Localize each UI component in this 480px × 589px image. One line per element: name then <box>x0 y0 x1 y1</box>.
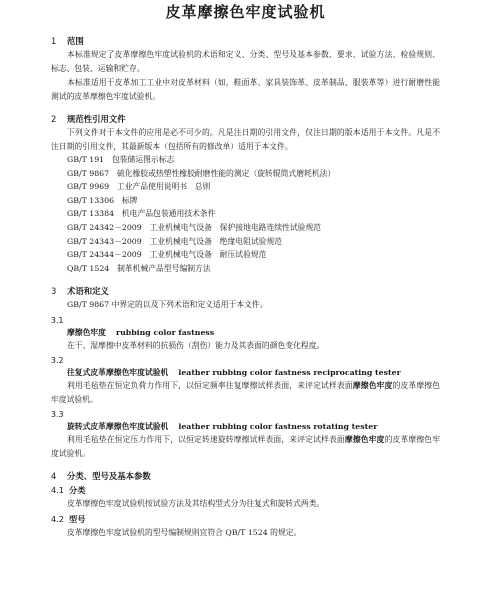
reference-item: GB/T 191 包装储运图示标志 <box>67 155 175 164</box>
reference-item: GB/T 9867 硫化橡胶或热塑性橡胶耐磨性能的测定（旋转辊筒式磨耗机法） <box>67 168 336 178</box>
section-3-heading <box>51 285 440 297</box>
paragraph: 皮革摩擦色牢度试验机的型号编制规则宜符合 QB/T 1524 的规定。 <box>67 527 302 537</box>
term-entry <box>67 366 440 379</box>
reference-item: GB/T 9969 工业产品使用说明书 总则 <box>67 182 211 192</box>
section-number: 2 <box>51 114 57 124</box>
term-chinese: 摩擦色牢度 <box>67 327 106 337</box>
definition-emphasis: 摩擦色牢度 <box>352 381 393 391</box>
section-title: 规范性引用文件 <box>67 114 126 124</box>
section-number: 1 <box>51 36 57 46</box>
section-2-heading <box>51 113 440 125</box>
term-english: rubbing color fastness <box>115 327 215 337</box>
term-entry <box>67 420 440 433</box>
reference-item: GB/T 24343－2009 工业机械电气设备 绝缘电阻试验规范 <box>67 236 283 246</box>
definition-text: 利用毛毡垫在恒定负荷力作用下，以恒定频率往复摩擦试样表面，来评定试样表面 <box>67 381 353 391</box>
subsection-4-1-heading <box>51 484 440 496</box>
section-1-heading <box>51 35 440 47</box>
paragraph: 下列文件对于本文件的应用是必不可少的。凡是注日期的引用文件，仅注日期的版本适用于本文件。凡是不注日期的引用文件，其最新版本（包括所有的修改单）适用于本文件。 <box>51 128 440 151</box>
reference-list <box>67 153 440 275</box>
section-4-heading <box>51 470 440 482</box>
paragraph: 皮革摩擦色牢度试验机按试验方法及其结构型式分为往复式和旋转式两类。 <box>67 499 325 509</box>
definition-text: 的皮革摩擦色牢度试验机。 <box>51 435 441 458</box>
term-chinese: 旋转式皮革摩擦色牢度试验机 <box>67 422 169 432</box>
section-title: 分类、型号及基本参数 <box>67 471 151 482</box>
reference-item: GB/T 24342－2009 工业机械电气设备 保护接地电路连续性试验规范 <box>67 222 322 232</box>
term-definition <box>51 433 440 460</box>
term-english: leather rubbing color fastness reciprocating tester <box>178 368 401 378</box>
section-number: 4 <box>51 471 57 482</box>
section-title: 范围 <box>67 36 84 46</box>
term-english: leather rubbing color fastness rotating tester <box>178 422 378 432</box>
subsection-title: 分类 <box>69 485 86 496</box>
subsection-4-2-heading <box>51 513 440 525</box>
definition-text: 利用毛毡垫在恒定压力作用下，以恒定转速旋转摩擦试样表面，来评定试样表面 <box>67 435 345 445</box>
subsection-title: 型号 <box>69 513 86 524</box>
term-number: 3.2 <box>51 356 64 366</box>
reference-item: QB/T 1524 制革机械产品型号编制方法 <box>67 263 211 273</box>
section-title: 术语和定义 <box>67 286 109 297</box>
reference-item: GB/T 13306 标牌 <box>67 195 138 205</box>
term-entry <box>67 326 440 339</box>
paragraph: GB/T 9867 中界定的以及下列术语和定义适用于本文件。 <box>67 300 268 310</box>
paragraph: 本标准适用于皮革加工工业中对皮革材料（如，鞋面革、家具装饰革、皮革制品、服装革等）进行耐磨性能测试的皮革摩擦色牢度试验机。 <box>51 78 440 101</box>
subsection-number: 4.1 <box>51 485 65 496</box>
paragraph: 本标准规定了皮革摩擦色牢度试验机的术语和定义、分类、型号及基本参数、要求、试验方法、检验规则、标志、包装、运输和贮存。 <box>51 50 440 73</box>
term-number: 3.3 <box>51 410 64 420</box>
reference-item: GB/T 13384 机电产品包装通用技术条件 <box>67 209 216 219</box>
section-number: 3 <box>51 286 57 297</box>
subsection-number: 4.2 <box>51 513 65 524</box>
term-chinese: 往复式皮革摩擦色牢度试验机 <box>67 368 169 378</box>
term-number: 3.1 <box>51 315 64 325</box>
reference-item: GB/T 24344－2009 工业机械电气设备 耐压试验规范 <box>67 250 267 260</box>
document-title: 皮革摩擦色牢度试验机 <box>165 3 326 21</box>
definition-emphasis: 摩擦色牢度 <box>344 435 385 445</box>
definition-text: 的皮革摩擦色牢度试验机。 <box>51 381 441 404</box>
term-definition: 在干、湿摩擦中皮革材料的抗损伤（刮伤）能力及其表面的颜色变化程度。 <box>67 340 325 350</box>
term-definition <box>51 379 440 406</box>
